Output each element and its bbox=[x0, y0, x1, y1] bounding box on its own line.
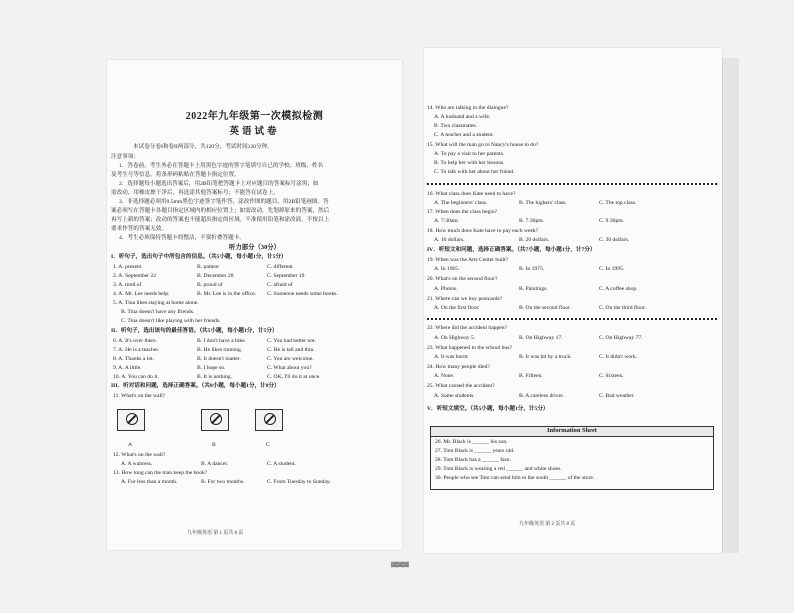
option: C. On Highway 77. bbox=[599, 335, 643, 341]
section-5-heading: V．听短文填空。（共5小题，每小题1分，计5分） bbox=[427, 406, 549, 412]
option: B. 7:30pm. bbox=[519, 218, 545, 224]
option: 6. A. It's over there. bbox=[113, 338, 158, 344]
option: C. September 19 bbox=[267, 273, 305, 279]
option: 1. A. present bbox=[113, 264, 142, 270]
option: A. On the first floor. bbox=[434, 305, 480, 311]
option: 4. A. Mr. Lee needs help. bbox=[113, 291, 170, 297]
picture-a-no-smoking-sign bbox=[117, 409, 145, 431]
question-19: 19. When was the Arts Center built? bbox=[427, 257, 509, 263]
dotted-divider bbox=[427, 183, 717, 185]
exam-intro: 本试卷分卷I和卷II两部分，共120分，考试时间120分钟。 bbox=[133, 144, 273, 150]
picture-c-no-phone-sign bbox=[255, 409, 283, 431]
option: C. Someone needs some books. bbox=[267, 291, 338, 297]
question-12: 12. What's on the wall? bbox=[113, 452, 166, 458]
option: B. The highers' class. bbox=[519, 200, 567, 206]
section-1-heading: I．听句子，选出句子中所包含的信息。（共5小题，每小题1分，计5分） bbox=[111, 254, 287, 260]
note-line: 4．考生必须保持答题卡的整洁，不要折叠答题卡。 bbox=[119, 235, 245, 241]
option: B. Mr. Lee is in the office. bbox=[197, 291, 257, 297]
option: A. It was burnt. bbox=[434, 354, 469, 360]
note-line: 1．答卷前，考生务必在答题卡上用黑色字迹的签字笔填写自己的学校、班级、姓名 bbox=[119, 163, 324, 169]
option: C. You had better not. bbox=[267, 338, 316, 344]
option: C. The top class. bbox=[599, 200, 637, 206]
information-sheet-header bbox=[431, 427, 713, 437]
information-sheet bbox=[430, 426, 714, 490]
option: B. Two classmates. bbox=[434, 123, 478, 129]
option: A. The beginners' class. bbox=[434, 200, 488, 206]
option: 10. A. You can do it. bbox=[113, 374, 159, 380]
option: B. December 28 bbox=[197, 273, 234, 279]
option: A. In 1965. bbox=[434, 266, 460, 272]
note-line: 3．非选择题必须用0.5mm黑色字迹签字笔作答，涂改作图的题目，用2B铅笔画图。答 bbox=[119, 199, 329, 205]
note-line: 需改动，用橡皮擦干净后，再选涂其他答案标号；不能答在试卷上。 bbox=[111, 190, 279, 196]
option: 9. A. A little. bbox=[113, 365, 142, 371]
option: C. A coffee shop. bbox=[599, 286, 638, 292]
question-15: 15. What will the man go to Nancy's house to do? bbox=[427, 142, 539, 148]
option: B. Fifteen. bbox=[519, 373, 543, 379]
question-17: 17. When does the class begin? bbox=[427, 209, 498, 215]
option: C. Sixteen. bbox=[599, 373, 624, 379]
question-22: 22. Where did the accident happen? bbox=[427, 325, 508, 331]
option: B. On the second floor. bbox=[519, 305, 571, 311]
question-21: 21. Where can we buy postcards? bbox=[427, 296, 503, 302]
note-line: 要求作答的答案无效。 bbox=[111, 226, 167, 232]
exam-page-1 bbox=[107, 60, 402, 550]
option: A. A husband and a wife. bbox=[434, 114, 491, 120]
option: C. 30 dollars. bbox=[599, 237, 630, 243]
option: A. Some students. bbox=[434, 393, 475, 399]
option: C. different bbox=[267, 264, 293, 270]
option: B. I don't have a bike. bbox=[197, 338, 247, 344]
question-11: 11. What's on the wall? bbox=[113, 393, 166, 399]
section-4-heading: IV．听短文和问题，选择正确答案。（共7小题，每小题1分，计7分） bbox=[427, 247, 596, 253]
option: B. Paintings. bbox=[519, 286, 548, 292]
option: B. To help her with her lessons. bbox=[434, 160, 505, 166]
option: 2. A. September 22 bbox=[113, 273, 157, 279]
option: C. Bad weather. bbox=[599, 393, 635, 399]
option: B. It was hit by a truck. bbox=[519, 354, 572, 360]
note-line: 案必须写在答题卡各题目指定区域内的相应位置上；如需改动，先划掉原来的答案，然后 bbox=[111, 208, 330, 214]
question-16: 16. What class does Kate need to have? bbox=[427, 191, 516, 197]
question-24: 24. How many people died? bbox=[427, 364, 490, 370]
option: A. For less than a month. bbox=[121, 479, 178, 485]
option: C. To talk with her about her friend. bbox=[434, 169, 515, 175]
picture-label-b: B bbox=[212, 442, 216, 448]
fill-blank-line: 27. Tom Black is ______ years old. bbox=[435, 448, 515, 454]
option: 5. A. Tina likes staying at home alone. bbox=[113, 300, 199, 306]
section-2-heading: II．听句子，选出该句的最佳答语。（共5小题，每小题1分，计5分） bbox=[111, 328, 278, 334]
question-13: 13. How long can the man keep the book? bbox=[113, 470, 208, 476]
option: B. He likes running. bbox=[197, 347, 243, 353]
option: B. In 1975. bbox=[519, 266, 545, 272]
option: C. What about you? bbox=[267, 365, 312, 371]
option: B. I hope so. bbox=[197, 365, 226, 371]
option: A. A waitress. bbox=[121, 461, 153, 467]
note-line: 2．选择题每小题选出答案后，用2B铅笔把答题卡上对应题目的答案标号涂黑；如 bbox=[119, 181, 319, 187]
option: C. Tina doesn't like playing with her friends. bbox=[121, 318, 221, 324]
picture-label-c: C bbox=[266, 442, 270, 448]
option: C. You are welcome. bbox=[267, 356, 314, 362]
option: C. On the third floor. bbox=[599, 305, 646, 311]
option: C. afraid of bbox=[267, 282, 293, 288]
fill-blank-line: 28. Tom Black has a ______ face. bbox=[435, 457, 511, 463]
option: B. On Highway 17. bbox=[519, 335, 563, 341]
question-20: 20. What's on the second floor? bbox=[427, 276, 498, 282]
option: 3. A. tired of bbox=[113, 282, 142, 288]
option: B. proud of bbox=[197, 282, 223, 288]
option: B. Tina doesn't have any friends. bbox=[121, 309, 195, 315]
option: C. A student. bbox=[267, 461, 296, 467]
information-sheet-title: Information Sheet bbox=[547, 427, 597, 434]
option: C. It didn't work. bbox=[599, 354, 638, 360]
option: C. In 1995. bbox=[599, 266, 625, 272]
option: B. It doesn't matter. bbox=[197, 356, 241, 362]
option: B. It is nothing. bbox=[197, 374, 232, 380]
question-25: 25. What caused the accident? bbox=[427, 383, 495, 389]
option: C. OK, I'll do it at once. bbox=[267, 374, 321, 380]
section-3-heading: III．听对话和问题，选择正确答案。（共8小题，每小题1分，计8分） bbox=[111, 383, 280, 389]
dotted-divider bbox=[427, 318, 717, 320]
scan-mark: 回回回 bbox=[391, 563, 410, 569]
option: C. From Tuesday to Sunday. bbox=[267, 479, 331, 485]
option: 8. A. Thanks a lot. bbox=[113, 356, 155, 362]
option: B. patient bbox=[197, 264, 219, 270]
option: A. Photos. bbox=[434, 286, 458, 292]
option: C. He is tall and thin. bbox=[267, 347, 315, 353]
option: B. 20 dollars. bbox=[519, 237, 550, 243]
option: B. For two months. bbox=[201, 479, 245, 485]
question-18: 18. How much does Kate have to pay each week? bbox=[427, 228, 539, 234]
option: B. A dancer. bbox=[201, 461, 229, 467]
next-page-edge bbox=[722, 58, 739, 553]
picture-b-no-photography-sign bbox=[201, 409, 229, 431]
option: A. To pay a visit to her parents. bbox=[434, 151, 505, 157]
notes-label: 注意事项： bbox=[111, 154, 139, 160]
exam-subject: 英语试卷 bbox=[229, 127, 280, 137]
fill-blank-line: 29. Tom Black is wearing a red ______ and white shoes. bbox=[435, 466, 562, 472]
option: C. 9:30pm. bbox=[599, 218, 625, 224]
picture-label-a: A bbox=[128, 442, 133, 448]
option: C. A teacher and a student. bbox=[434, 132, 494, 138]
option: 7. A. He is a teacher. bbox=[113, 347, 160, 353]
page-footer: 九年级英语 第 2 页共 8 页 bbox=[519, 522, 576, 527]
option: A. None. bbox=[434, 373, 455, 379]
exam-page-2 bbox=[424, 48, 722, 553]
option: A. On Highway 5. bbox=[434, 335, 476, 341]
option: A. 7:30am. bbox=[434, 218, 460, 224]
question-23: 23. What happened to the school bus? bbox=[427, 345, 512, 351]
note-line: 及考生号等信息，将条形码粘贴在答题卡指定位置。 bbox=[111, 172, 240, 178]
option: A. 10 dollars. bbox=[434, 237, 465, 243]
exam-title: 2022年九年级第一次模拟检测 bbox=[185, 111, 324, 122]
page-footer: 九年级英语 第 1 页共 8 页 bbox=[187, 531, 244, 536]
listening-header: 听力部分（30分） bbox=[228, 244, 281, 251]
question-14: 14. Who are talking in the dialogue? bbox=[427, 105, 509, 111]
option: B. A careless driver. bbox=[519, 393, 564, 399]
fill-blank-line: 30. People who see Tom can send him to the south ______ of the store. bbox=[435, 475, 595, 481]
fill-blank-line: 26. Mr. Black is ______ his son. bbox=[435, 439, 508, 445]
note-line: 再写上新的答案；改动的答案也不能超出指定的区域。不准使用铅笔和涂改液，不按以上 bbox=[111, 217, 330, 223]
